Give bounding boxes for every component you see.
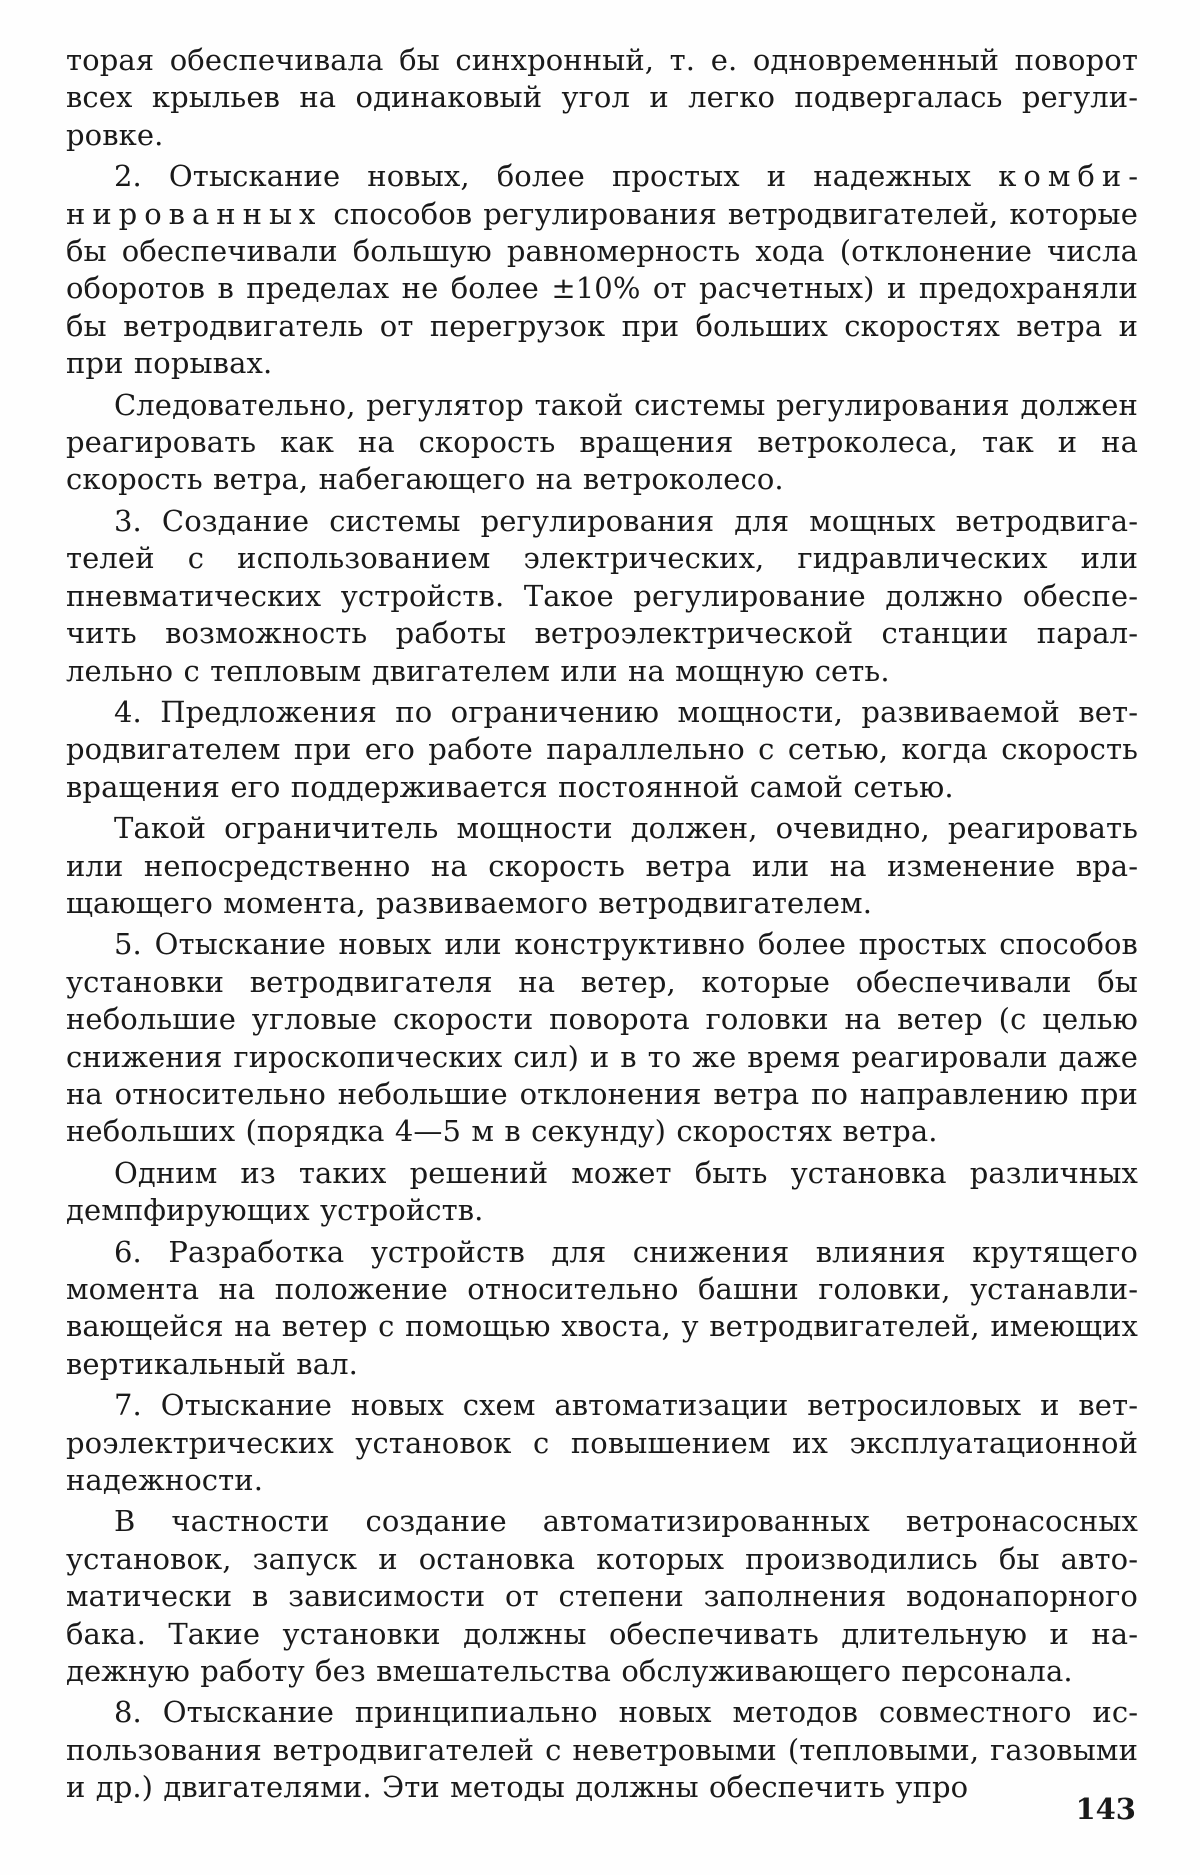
paragraph-text: Такой ограничитель мощности должен, очевидно, реагировать или непосредственно на скорость ветра или на изменение вращающего момента, развиваемого ветродвигателем. bbox=[66, 811, 1138, 920]
paragraph-text: способов регулирования ветродвигателей, которые бы обеспечивали большую равномерность хода (отклонение числа оборотов в пределах не более ±10% от расчетных) и предохраняли бы ветродвигатель от перегрузок при больших скоростях ветра и при порывах. bbox=[66, 196, 1138, 381]
paragraph-text: 7. Отыскание новых схем автоматизации ветросиловых и ветроэлектрических установок с повышением их эксплуатационной надежности. bbox=[66, 1388, 1138, 1498]
paragraph bbox=[66, 158, 1138, 382]
paragraph-text: 2. Отыскание новых, более простых и надежных bbox=[114, 159, 999, 194]
paragraph bbox=[66, 42, 1138, 154]
paragraph bbox=[66, 926, 1138, 1150]
paragraph bbox=[66, 1503, 1138, 1690]
paragraph-text: 6. Разработка устройств для снижения влияния крутящего момента на положение относительно башни головки, устанавливающейся на ветер с помощью хвоста, у ветродвигателей, имеющих вертикальный вал. bbox=[66, 1234, 1138, 1381]
spaced-emphasis: комбинированных bbox=[66, 159, 1138, 231]
paragraph-text: 5. Отыскание новых или конструктивно более простых способов установки ветродвигателя на ветер, которые обеспечивали бы небольшие угловые скорости поворота головки на ветер (с целью снижения гироскопических сил) и в то же время реагировали даже на относительно небольшие отклонения ветра по направлению при небольших (порядка 4—5 м в секунду) скоростях ветра. bbox=[66, 927, 1138, 1149]
paragraph bbox=[66, 694, 1138, 806]
paragraph bbox=[66, 387, 1138, 499]
paragraph bbox=[66, 810, 1138, 922]
paragraph bbox=[66, 503, 1138, 690]
paragraph-text: В частности создание автоматизированных ветронасосных установок, запуск и остановка которых производились бы автоматически в зависимости от степени заполнения водонапорного бака. Такие установки должны обеспечивать длительную и надежную работу без вмешательства обслуживающего персонала. bbox=[66, 1504, 1138, 1689]
body-text bbox=[66, 42, 1138, 1807]
paragraph-text: 4. Предложения по ограничению мощности, развиваемой ветродвигателем при его работе параллельно с сетью, когда скорость вращения его поддерживается постоянной самой сетью. bbox=[66, 694, 1138, 804]
paragraph bbox=[66, 1694, 1138, 1806]
paragraph bbox=[66, 1155, 1138, 1230]
paragraph-text: Следовательно, регулятор такой системы регулирования должен реагировать как на скорость вращения ветроколеса, так и на скорость ветра, набегающего на ветроколесо. bbox=[66, 387, 1138, 497]
paragraph-text: 8. Отыскание принципиально новых методов совместного использования ветродвигателей с неветровыми (тепловыми, газовыми и др.) двигателями. Эти методы должны обеспечить упро bbox=[66, 1695, 1138, 1805]
paragraph-text: торая обеспечивала бы синхронный, т. е. одновременный поворот всех крыльев на одинаковый угол и легко подвергалась регулировке. bbox=[66, 43, 1138, 152]
paragraph bbox=[66, 1387, 1138, 1499]
page-number: 143 bbox=[1075, 1792, 1136, 1826]
paragraph bbox=[66, 1234, 1138, 1384]
paragraph-text: Одним из таких решений может быть установка различных демпфирующих устройств. bbox=[66, 1155, 1138, 1228]
paragraph-text: 3. Создание системы регулирования для мощных ветродвигателей с использованием электрических, гидравлических или пневматических устройств. Такое регулирование должно обеспечить возможность работы ветроэлектрической станции параллельно с тепловым двигателем или на мощную сеть. bbox=[66, 503, 1138, 688]
